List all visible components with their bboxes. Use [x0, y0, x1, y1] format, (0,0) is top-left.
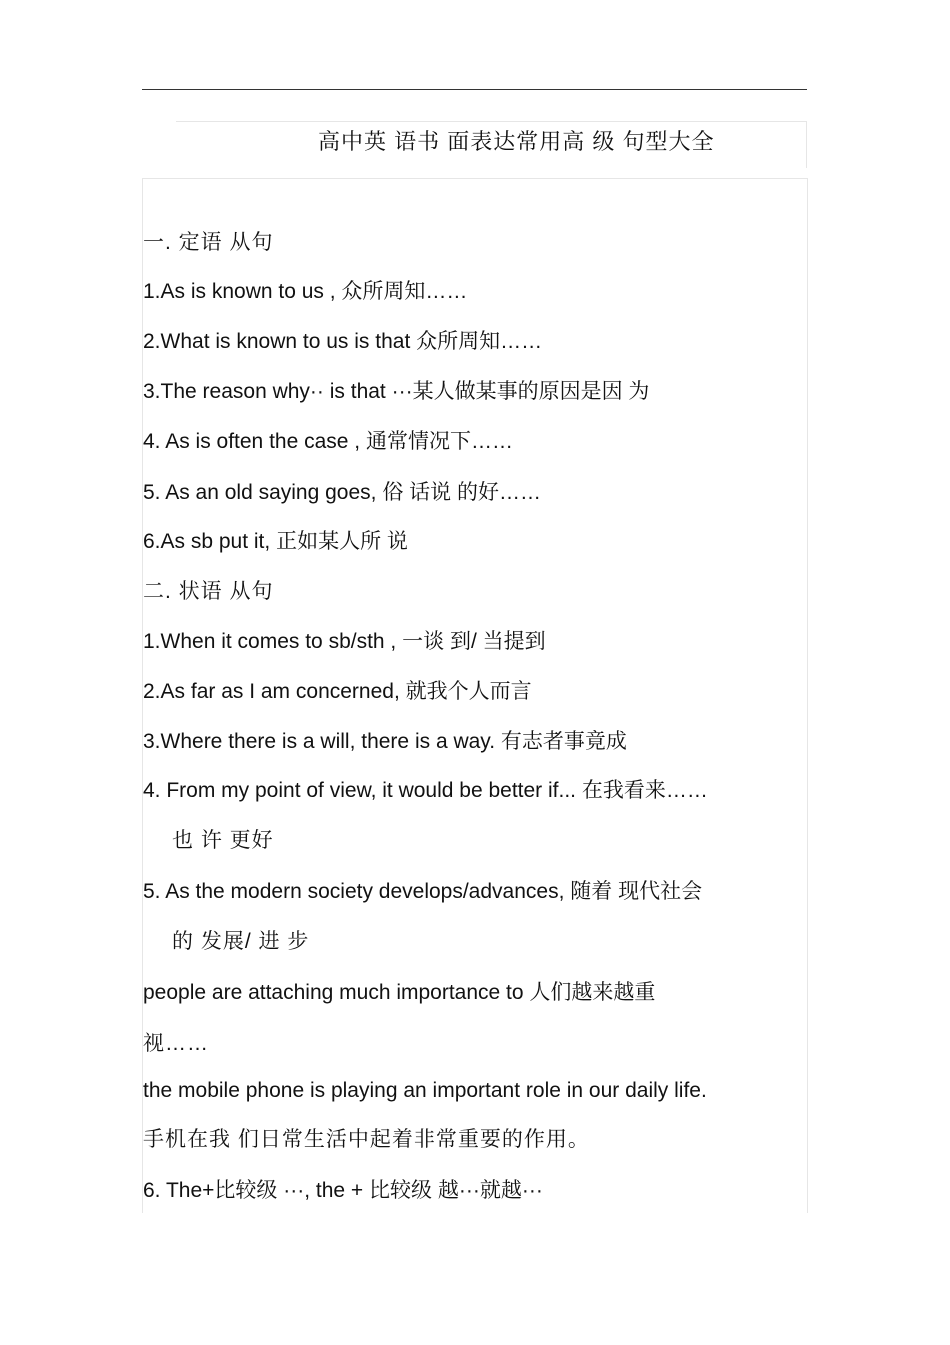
list-item: 3.Where there is a will, there is a way. 有志者事竟成: [143, 730, 627, 753]
list-item: 4. From my point of view, it would be better if... 在我看来……: [143, 779, 708, 802]
example-sentence: the mobile phone is playing an important role in our daily life.: [143, 1079, 707, 1102]
list-item: 6.As sb put it, 正如某人所 说: [143, 530, 408, 553]
section-heading-attributive-clause: 一. 定语 从句: [143, 231, 274, 254]
list-item: 5. As an old saying goes, 俗 话说 的好……: [143, 481, 541, 504]
document-title: 高中英 语书 面表达常用高 级 句型大全: [318, 129, 715, 154]
list-item: 2.What is known to us is that 众所周知……: [143, 330, 543, 353]
example-sentence-continuation: 视……: [143, 1032, 209, 1055]
list-item-continuation: 的 发展/ 进 步: [172, 930, 310, 953]
example-sentence: people are attaching much importance to 人们越来越重: [143, 981, 656, 1004]
example-translation: 手机在我 们日常生活中起着非常重要的作用。: [143, 1128, 590, 1151]
list-item: 1.As is known to us , 众所周知……: [143, 280, 468, 303]
top-rule: [142, 89, 807, 90]
list-item: 1.When it comes to sb/sth , 一谈 到/ 当提到: [143, 630, 546, 653]
list-item: 2.As far as I am concerned, 就我个人而言: [143, 680, 532, 703]
section-heading-adverbial-clause: 二. 状语 从句: [143, 580, 274, 603]
list-item: 5. As the modern society develops/advances, 随着 现代社会: [143, 880, 703, 903]
list-item: 6. The+比较级 ···, the + 比较级 越···就越···: [143, 1179, 543, 1202]
list-item: 3.The reason why·· is that ···某人做某事的原因是因 为: [143, 380, 650, 403]
list-item-continuation: 也 许 更好: [172, 829, 274, 852]
list-item: 4. As is often the case , 通常情况下……: [143, 430, 513, 453]
